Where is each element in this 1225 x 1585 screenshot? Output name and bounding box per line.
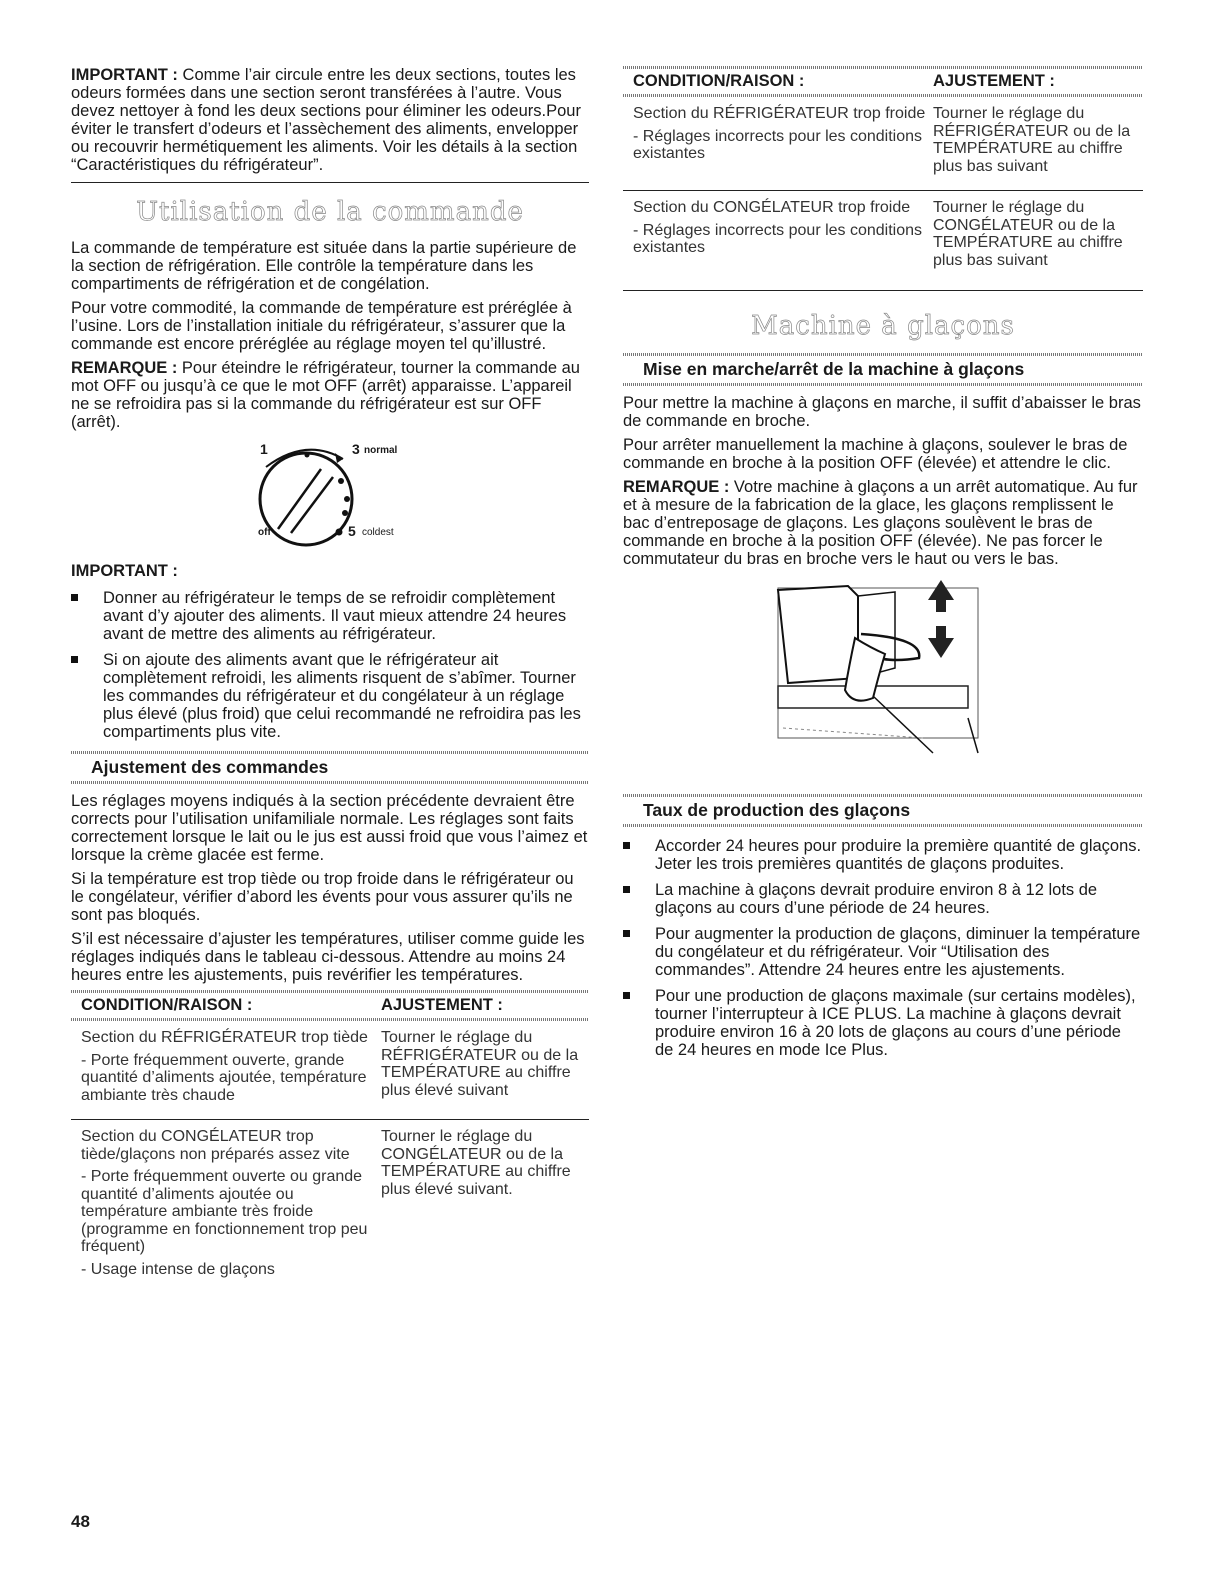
condition-text: Section du RÉFRIGÉRATEUR trop tiède bbox=[81, 1029, 368, 1046]
intro-text: Comme l’air circule entre les deux sections, toutes les odeurs formées dans une section seront transférées à l’autre. Vous devez nettoyer à fond les deux sections pour éliminer les odeurs.Pour éviter le transfert d’odeurs et l’assèchement des aliments, envelopper ou recouvrir hermétiquement les aliments. Voir les détails à la section “Caractéristiques du réfrigérateur”. bbox=[71, 66, 581, 174]
header-adjustment: AJUSTEMENT : bbox=[381, 996, 503, 1014]
reason-text: - Réglages incorrects pour les conditions existantes bbox=[633, 221, 923, 256]
note-label: REMARQUE : bbox=[71, 359, 178, 377]
header-adjustment: AJUSTEMENT : bbox=[933, 72, 1055, 90]
condition-text: Section du CONGÉLATEUR trop froide bbox=[633, 199, 911, 216]
commande-paragraph-1: La commande de température est située dans la partie supérieure de la section de réfrigération. Elle contrôle la température dans les compartiments de réfrigération et de congélation. bbox=[71, 239, 577, 293]
dial-label-5: 5 bbox=[348, 523, 356, 539]
right-column bbox=[623, 66, 1143, 1067]
adjustment-table-cold bbox=[623, 66, 1143, 291]
dial-label-3: 3 bbox=[352, 441, 360, 457]
section-title-ice-maker: Machine à glaçons bbox=[751, 311, 1015, 341]
list-item: Si on ajoute des aliments avant que le réfrigérateur ait complètement refroidi, les aliments risquent de s’abîmer. Tourner les commandes du réfrigérateur et du congélateur à un réglage plus élevé (plus froid) que celui recommandé ne refroidira pas les compartiments plus vite. bbox=[71, 651, 589, 741]
table-row bbox=[623, 191, 1143, 284]
ice-maker-arm-icon bbox=[623, 578, 1143, 788]
reason-text: - Porte fréquemment ouverte, grande quantité d’aliments ajoutée, température ambiante très chaude bbox=[81, 1051, 367, 1104]
condition-cell bbox=[633, 105, 933, 180]
table-row bbox=[623, 97, 1143, 190]
list-item: La machine à glaçons devrait produire environ 8 à 12 lots de glaçons au cours d’une période de 24 heures. bbox=[623, 881, 1143, 917]
important-list bbox=[71, 589, 589, 741]
adjustment-paragraph-1: Les réglages moyens indiqués à la section précédente devraient être corrects pour l’utilisation unifamiliale normale. Les réglages sont faits correctement lorsque le lait ou le jus est aussi froid que vous l’aimez et lorsque la crème glacée est ferme. bbox=[71, 792, 588, 864]
table-row bbox=[71, 1021, 589, 1119]
dial-label-normal: normal bbox=[364, 445, 398, 456]
adjustment-cell bbox=[381, 1128, 589, 1283]
table-header bbox=[623, 69, 1143, 94]
page-number: 48 bbox=[71, 1512, 90, 1531]
list-item: Pour une production de glaçons maximale (sur certains modèles), tourner l’interrupteur à ICE PLUS. La machine à glaçons devrait produire environ 16 à 20 lots de glaçons au cours d’une période de 24 heures en mode Ice Plus. bbox=[623, 987, 1143, 1059]
adjustment-cell bbox=[381, 1029, 589, 1109]
rate-list bbox=[623, 837, 1143, 1059]
dial-label-coldest: coldest bbox=[362, 527, 394, 538]
condition-text: Section du CONGÉLATEUR trop tiède/glaçons non préparés assez vite bbox=[81, 1128, 350, 1163]
divider bbox=[71, 182, 589, 183]
adjustment-text: Tourner le réglage du RÉFRIGÉRATEUR ou de la TEMPÉRATURE au chiffre plus bas suivant bbox=[933, 105, 1131, 175]
header-condition: CONDITION/RAISON : bbox=[81, 996, 253, 1014]
temperature-dial-illustration bbox=[71, 437, 589, 562]
dial-icon bbox=[71, 437, 589, 562]
ice-note-paragraph bbox=[623, 478, 1143, 568]
table-header bbox=[71, 993, 589, 1018]
reason-text: - Usage intense de glaçons bbox=[81, 1260, 275, 1278]
dial-label-off: off bbox=[258, 527, 271, 538]
onoff-heading: Mise en marche/arrêt de la machine à glaçons bbox=[643, 359, 1025, 379]
table-row bbox=[71, 1120, 589, 1293]
note-paragraph bbox=[71, 359, 589, 431]
divider bbox=[623, 824, 1143, 827]
rate-heading: Taux de production des glaçons bbox=[643, 800, 911, 820]
note-text: Pour éteindre le réfrigérateur, tourner la commande au mot OFF ou jusqu’à ce que le mot OFF (arrêt) apparaisse. L’appareil ne se refroidira pas si la commande du réfrigérateur est sur OFF (arrêt). bbox=[71, 359, 580, 431]
reason-text: - Porte fréquemment ouverte ou grande quantité d’aliments ajoutée ou température ambiante très froide (programme en fonctionnement trop peu fréquent) bbox=[81, 1168, 368, 1255]
adjustment-paragraph-3: S’il est nécessaire d’ajuster les températures, utiliser comme guide les réglages indiqués dans le tableau ci-dessous. Attendre au moins 24 heures entre les ajustements, puis revérifier les températures. bbox=[71, 930, 585, 984]
onoff-paragraph-1: Pour mettre la machine à glaçons en marche, il suffit d’abaisser le bras de commande en broche. bbox=[623, 394, 1141, 430]
list-item: Accorder 24 heures pour produire la première quantité de glaçons. Jeter les trois premières quantités de glaçons produites. bbox=[623, 837, 1143, 873]
adjustment-text: Tourner le réglage du CONGÉLATEUR ou de la TEMPÉRATURE au chiffre plus bas suivant bbox=[933, 199, 1123, 269]
adjustment-paragraph-2: Si la température est trop tiède ou trop froide dans le réfrigérateur ou le congélateur, vérifier d’abord les évents pour vous assurer qu’ils ne sont pas bloqués. bbox=[71, 870, 574, 924]
condition-cell bbox=[81, 1029, 381, 1109]
adjustment-text: Tourner le réglage du RÉFRIGÉRATEUR ou de la TEMPÉRATURE au chiffre plus élevé suivant bbox=[381, 1029, 579, 1099]
header-condition: CONDITION/RAISON : bbox=[633, 72, 805, 90]
left-column bbox=[71, 66, 589, 1293]
adjustment-heading: Ajustement des commandes bbox=[91, 757, 329, 777]
adjustment-table-warm bbox=[71, 990, 589, 1293]
adjustment-text: Tourner le réglage du CONGÉLATEUR ou de la TEMPÉRATURE au chiffre plus élevé suivant. bbox=[381, 1128, 571, 1198]
list-item: Pour augmenter la production de glaçons, diminuer la température du congélateur et du réfrigérateur. Voir “Utilisation des commandes”. Attendre 24 heures entre les ajustements. bbox=[623, 925, 1143, 979]
reason-text: - Réglages incorrects pour les conditions existantes bbox=[633, 127, 923, 162]
ice-note-text: Votre machine à glaçons a un arrêt automatique. Au fur et à mesure de la fabrication de la glace, les glaçons remplissent le bac d’entreposage de glaçons. Les glaçons soulèvent le bras de commande en broche à la position OFF (élevée). Ne pas forcer le commutateur du bras en broche vers le haut ou vers le bas. bbox=[623, 478, 1138, 568]
condition-text: Section du RÉFRIGÉRATEUR trop froide bbox=[633, 105, 926, 122]
section-title-commande: Utilisation de la commande bbox=[136, 197, 524, 227]
commande-paragraph-2: Pour votre commodité, la commande de température est préréglée à l’usine. Lors de l’installation initiale du réfrigérateur, s’assurer que la commande est encore préréglée au réglage moyen tel qu’illustré. bbox=[71, 299, 572, 353]
condition-cell bbox=[633, 199, 933, 274]
list-item: Donner au réfrigérateur le temps de se refroidir complètement avant d’y ajouter des aliments. Il vaut mieux attendre 24 heures avant de mettre des aliments au réfrigérateur. bbox=[71, 589, 589, 643]
divider bbox=[71, 781, 589, 784]
divider bbox=[623, 383, 1143, 386]
onoff-paragraph-2: Pour arrêter manuellement la machine à glaçons, soulever le bras de commande en broche à la position OFF (élevée) et attendre le clic. bbox=[623, 436, 1128, 472]
intro-paragraph bbox=[71, 66, 589, 174]
dial-label-1: 1 bbox=[260, 441, 268, 457]
ice-note-label: REMARQUE : bbox=[623, 478, 730, 496]
divider bbox=[623, 290, 1143, 291]
adjustment-cell bbox=[933, 105, 1143, 180]
intro-label: IMPORTANT : bbox=[71, 66, 178, 84]
ice-maker-illustration bbox=[623, 578, 1143, 788]
condition-cell bbox=[81, 1128, 381, 1283]
adjustment-cell bbox=[933, 199, 1143, 274]
important-heading: IMPORTANT : bbox=[71, 562, 178, 580]
